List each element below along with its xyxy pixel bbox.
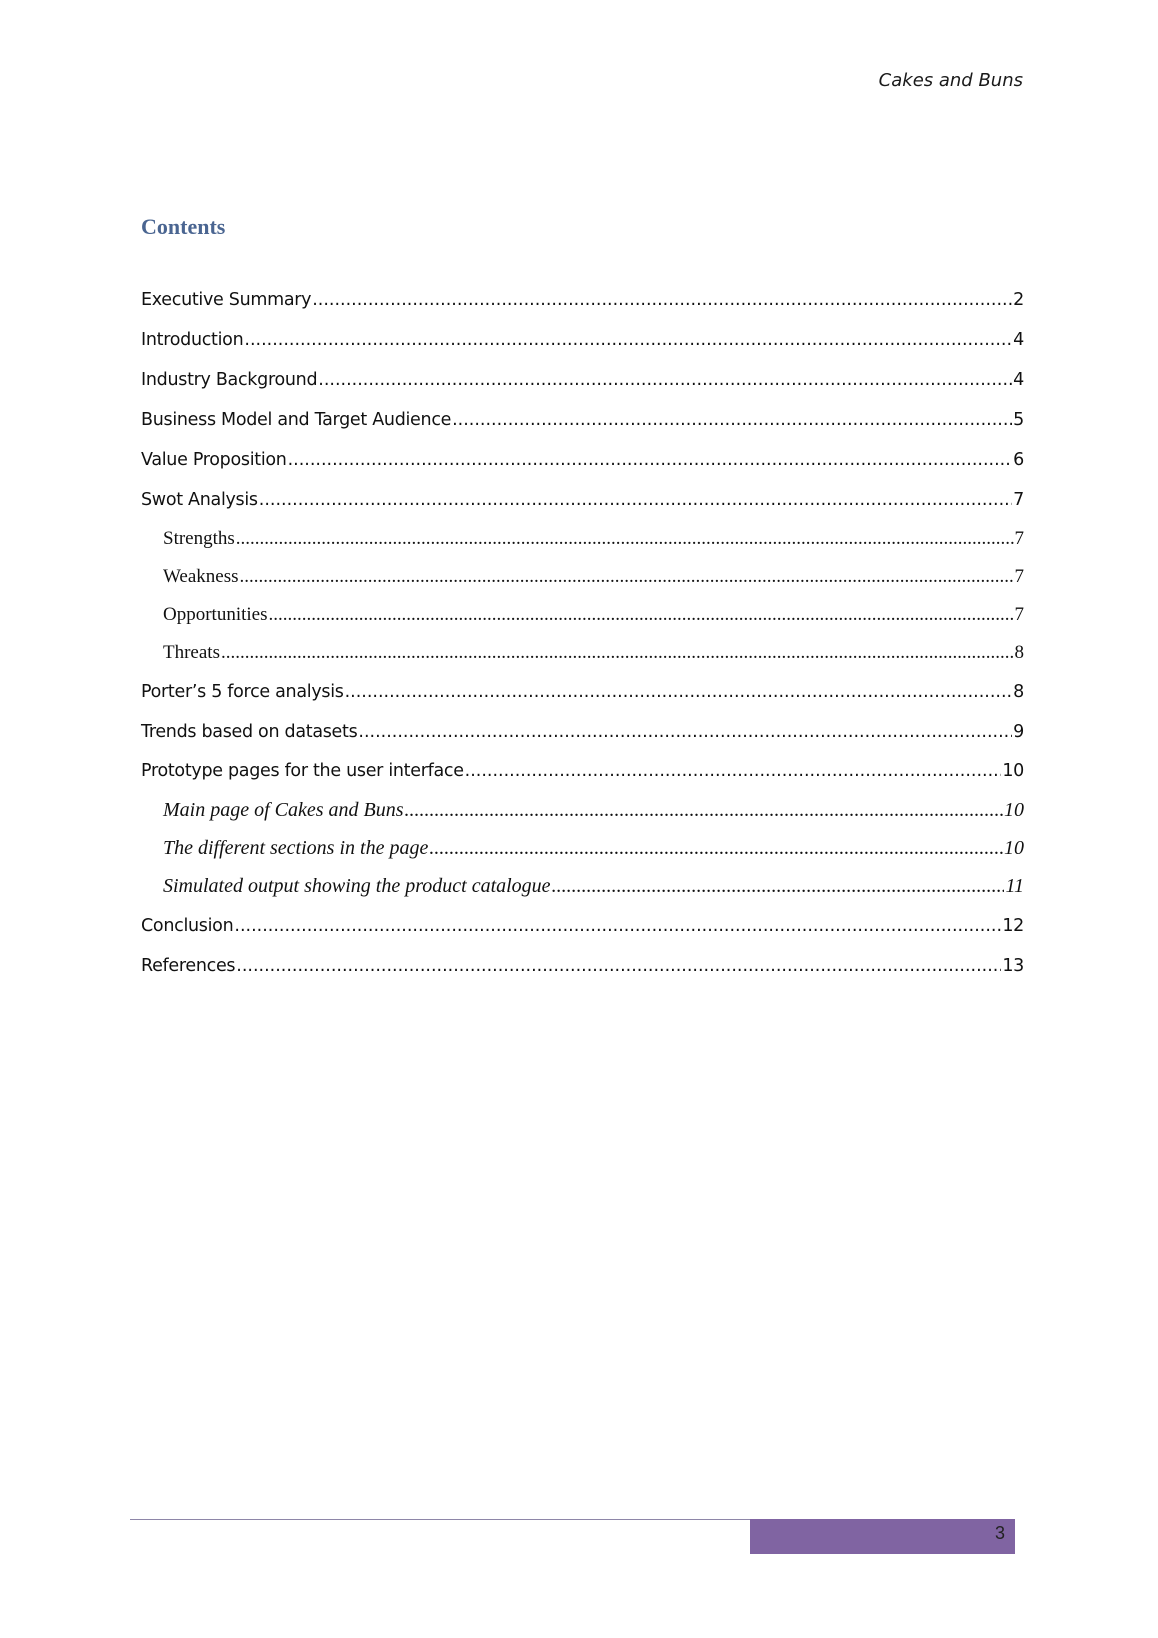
- toc-entry-label: Conclusion: [141, 916, 234, 936]
- toc-leader-dots: [236, 528, 1014, 550]
- toc-entry-label: Weakness: [163, 566, 239, 587]
- toc-entry-page: 10: [1004, 837, 1024, 859]
- toc-entry-label: The different sections in the page: [163, 837, 429, 859]
- toc-entry-label: Simulated output showing the product catalogue: [163, 875, 551, 897]
- toc-entry-conclusion[interactable]: [141, 916, 1024, 936]
- toc-entry-label: Trends based on datasets: [141, 722, 358, 742]
- toc-leader-dots: [465, 761, 1002, 781]
- toc-leader-dots: [234, 916, 1001, 936]
- toc-entry-opportunities[interactable]: [163, 604, 1024, 626]
- toc-entry-page: 12: [1002, 916, 1024, 936]
- toc-entry-page: 10: [1004, 799, 1024, 821]
- toc-leader-dots: [358, 722, 1012, 742]
- toc-entry-page: 10: [1002, 761, 1024, 781]
- toc-entry-page: 7: [1014, 566, 1024, 587]
- toc-entry-page: 2: [1013, 290, 1024, 310]
- toc-entry-page: 8: [1014, 642, 1024, 663]
- toc-entry-introduction[interactable]: [141, 330, 1024, 350]
- toc-entry-business-model[interactable]: [141, 410, 1024, 430]
- toc-leader-dots: [345, 682, 1013, 702]
- toc-entry-page: 7: [1013, 490, 1024, 510]
- footer-page-bar: [750, 1519, 1015, 1554]
- footer-divider: [130, 1519, 750, 1520]
- toc-entry-label: Opportunities: [163, 604, 268, 625]
- toc-entry-label: Porter’s 5 force analysis: [141, 682, 344, 702]
- toc-entry-page: 6: [1013, 450, 1024, 470]
- toc-leader-dots: [312, 290, 1012, 310]
- toc-entry-page: 9: [1013, 722, 1024, 742]
- toc-entry-label: Strengths: [163, 528, 235, 549]
- toc-entry-trends[interactable]: [141, 722, 1024, 742]
- toc-entry-page: 8: [1013, 682, 1024, 702]
- toc-leader-dots: [244, 330, 1012, 350]
- toc-entry-threats[interactable]: [163, 642, 1024, 664]
- toc-entry-strengths[interactable]: [163, 528, 1024, 550]
- toc-leader-dots: [288, 450, 1013, 470]
- toc-entry-label: Industry Background: [141, 370, 318, 390]
- toc-leader-dots: [318, 370, 1012, 390]
- page-number: 3: [994, 1523, 1005, 1543]
- toc-entry-label: Swot Analysis: [141, 490, 258, 510]
- toc-entry-page: 7: [1014, 604, 1024, 625]
- toc-entry-label: Introduction: [141, 330, 244, 350]
- toc-leader-dots: [452, 410, 1012, 430]
- toc-leader-dots: [552, 875, 1005, 898]
- toc-leader-dots: [405, 799, 1003, 822]
- toc-leader-dots: [429, 837, 1003, 860]
- toc-entry-label: Prototype pages for the user interface: [141, 761, 464, 781]
- header-title: Cakes and Buns: [878, 70, 1023, 91]
- toc-entry-page: 13: [1002, 956, 1024, 976]
- toc-leader-dots: [221, 642, 1014, 664]
- toc-entry-page: 11: [1005, 875, 1024, 897]
- toc-entry-page: 7: [1014, 528, 1024, 549]
- toc-entry-page: 5: [1013, 410, 1024, 430]
- toc-entry-page: 4: [1013, 370, 1024, 390]
- toc-entry-value-proposition[interactable]: [141, 450, 1024, 470]
- toc-heading: Contents: [141, 214, 226, 239]
- toc-entry-different-sections[interactable]: [163, 837, 1024, 860]
- toc-leader-dots: [269, 604, 1014, 626]
- toc-entry-simulated-output[interactable]: [163, 875, 1024, 898]
- toc-entry-references[interactable]: [141, 956, 1024, 976]
- toc-entry-label: Threats: [163, 642, 220, 663]
- toc-entry-main-page[interactable]: [163, 799, 1024, 822]
- toc-leader-dots: [240, 566, 1014, 588]
- toc-entry-porters-analysis[interactable]: [141, 682, 1024, 702]
- toc-entry-label: Business Model and Target Audience: [141, 410, 452, 430]
- toc-entry-label: Executive Summary: [141, 290, 312, 310]
- toc-entry-executive-summary[interactable]: [141, 290, 1024, 310]
- toc-entry-weakness[interactable]: [163, 566, 1024, 588]
- toc-entry-page: 4: [1013, 330, 1024, 350]
- toc-leader-dots: [236, 956, 1001, 976]
- toc-entry-industry-background[interactable]: [141, 370, 1024, 390]
- toc-entry-swot-analysis[interactable]: [141, 490, 1024, 510]
- toc-entry-label: Main page of Cakes and Buns: [163, 799, 404, 821]
- toc-entry-label: Value Proposition: [141, 450, 287, 470]
- toc-entry-label: References: [141, 956, 236, 976]
- toc-leader-dots: [259, 490, 1012, 510]
- toc-entry-prototype-pages[interactable]: [141, 761, 1024, 781]
